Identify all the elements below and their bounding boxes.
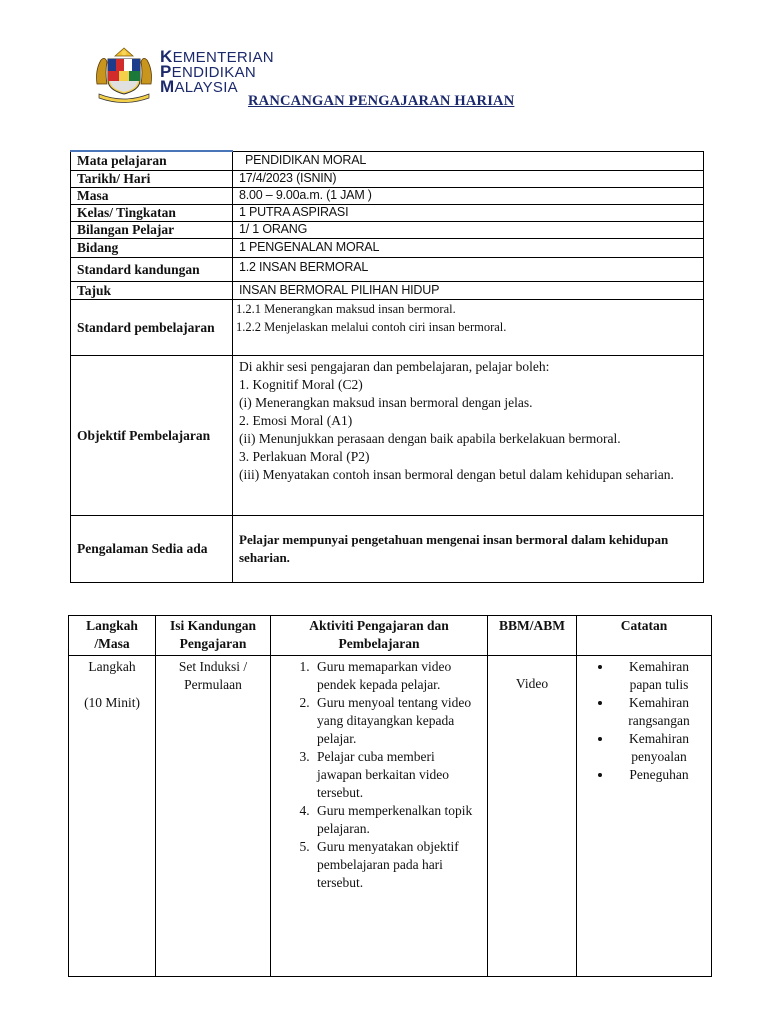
- class-value: 1 PUTRA ASPIRASI: [233, 204, 704, 221]
- activity-cell: [271, 656, 488, 977]
- activity-item: 2. Guru menyoal tentang video yang ditayangkan kepada pelajar.: [313, 694, 481, 748]
- learning-standard-label: Standard pembelajaran: [71, 299, 233, 355]
- time-value: 8.00 – 9.00a.m. (1 JAM ): [233, 187, 704, 204]
- lesson-activity-table: [68, 615, 712, 977]
- field-value: 1 PENGENALAN MORAL: [233, 238, 704, 257]
- objective-line: 2. Emosi Moral (A1): [239, 412, 353, 428]
- objective-line: 1. Kognitif Moral (C2): [239, 376, 363, 392]
- info-row-time: [71, 187, 704, 204]
- objective-line: 3. Perlakuan Moral (P2): [239, 448, 370, 464]
- info-row-subject: [71, 151, 704, 170]
- content-standard-value: 1.2 INSAN BERMORAL: [233, 257, 704, 281]
- content-cell: Set Induksi / Permulaan: [156, 656, 271, 977]
- objectives-label: Objektif Pembelajaran: [71, 355, 233, 515]
- students-value: 1/ 1 ORANG: [233, 221, 704, 238]
- objectives-value: [233, 355, 704, 515]
- activity-item: 5. Guru menyatakan objektif pembelajaran pada hari tersebut.: [313, 838, 481, 892]
- material-header: BBM/ABM: [488, 616, 577, 656]
- activity-header: Aktiviti Pengajaran dan Pembelajaran: [271, 616, 488, 656]
- activity-item: 1. Guru memaparkan video pendek kepada pelajar.: [313, 658, 481, 694]
- content-header: Isi Kandungan Pengajaran: [156, 616, 271, 656]
- notes-header: Catatan: [577, 616, 712, 656]
- coat-of-arms-logo: [93, 44, 155, 104]
- lesson-info-table: [70, 150, 704, 583]
- ministry-line-1: KEMENTERIAN: [160, 47, 274, 66]
- info-row-content-standard: [71, 257, 704, 281]
- notes-item: • Kemahiran penyoalan: [613, 730, 705, 766]
- notes-cell: [577, 656, 712, 977]
- notes-item: • Kemahiran papan tulis: [613, 658, 705, 694]
- step-text: Langkah: [88, 659, 136, 674]
- time-label: Masa: [71, 187, 233, 204]
- topic-label: Tajuk: [71, 281, 233, 299]
- notes-item: • Peneguhan: [613, 766, 705, 784]
- date-label: Tarikh/ Hari: [71, 170, 233, 187]
- activity-item: 4. Guru memperkenalkan topik pelajaran.: [313, 802, 481, 838]
- learning-standard-line: 1.2.1 Menerangkan maksud insan bermoral.: [236, 301, 456, 316]
- subject-value: PENDIDIKAN MORAL: [233, 151, 704, 170]
- step-cell: [69, 656, 156, 977]
- prior-knowledge-label: Pengalaman Sedia ada: [71, 515, 233, 582]
- info-row-topic: [71, 281, 704, 299]
- subject-label: Mata pelajaran: [71, 151, 233, 170]
- info-row-field: [71, 238, 704, 257]
- info-row-class: [71, 204, 704, 221]
- activity-item: 3. Pelajar cuba memberi jawapan berkaitan video tersebut.: [313, 748, 481, 802]
- ministry-name: [160, 47, 274, 96]
- info-row-learning-standard: [71, 299, 704, 355]
- lesson-header-row: [69, 616, 712, 656]
- info-row-prior-knowledge: [71, 515, 704, 582]
- class-label: Kelas/ Tingkatan: [71, 204, 233, 221]
- students-label: Bilangan Pelajar: [71, 221, 233, 238]
- info-row-objectives: [71, 355, 704, 515]
- info-row-students: [71, 221, 704, 238]
- objective-line: Di akhir sesi pengajaran dan pembelajaran, pelajar boleh:: [239, 358, 550, 374]
- topic-value: INSAN BERMORAL PILIHAN HIDUP: [233, 281, 704, 299]
- notes-list: [583, 658, 705, 784]
- content-standard-label: Standard kandungan: [71, 257, 233, 281]
- prior-knowledge-value: Pelajar mempunyai pengetahuan mengenai insan bermoral dalam kehidupan seharian.: [233, 515, 704, 582]
- lesson-row: [69, 656, 712, 977]
- step-header: Langkah /Masa: [69, 616, 156, 656]
- field-label: Bidang: [71, 238, 233, 257]
- info-row-date: [71, 170, 704, 187]
- objective-line: (ii) Menunjukkan perasaan dengan baik apabila berkelakuan bermoral.: [239, 430, 621, 446]
- activity-list: [277, 658, 481, 892]
- date-value: 17/4/2023 (ISNIN): [233, 170, 704, 187]
- duration-text: (10 Minit): [84, 695, 140, 710]
- objective-line: (iii) Menyatakan contoh insan bermoral dengan betul dalam kehidupan seharian.: [239, 466, 674, 482]
- notes-item: • Kemahiran rangsangan: [613, 694, 705, 730]
- ministry-line-3: MALAYSIA: [160, 77, 238, 96]
- document-title: RANCANGAN PENGAJARAN HARIAN: [248, 93, 515, 109]
- learning-standard-line: 1.2.2 Menjelaskan melalui contoh ciri insan bermoral.: [236, 319, 507, 334]
- learning-standard-value: [233, 299, 704, 355]
- objective-line: (i) Menerangkan maksud insan bermoral dengan jelas.: [239, 394, 533, 410]
- material-cell: Video: [488, 656, 577, 977]
- ministry-line-2: PENDIDIKAN: [160, 62, 257, 81]
